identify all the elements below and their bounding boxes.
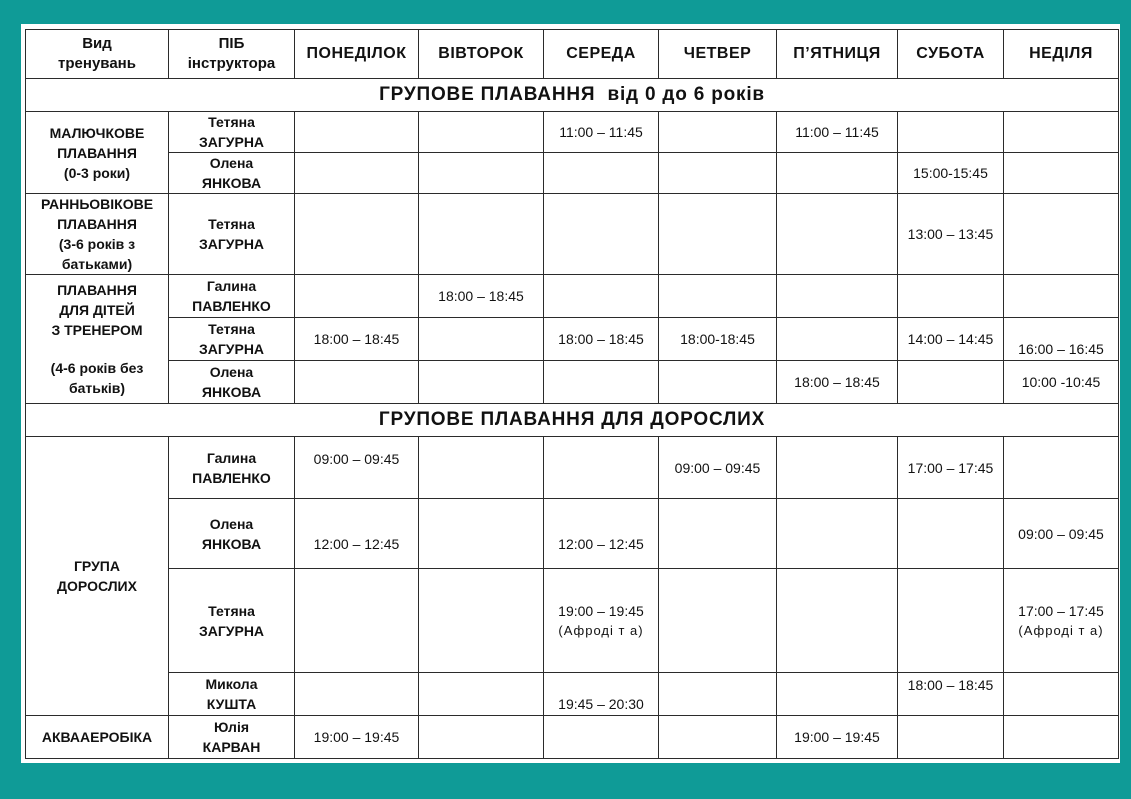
time-cell — [659, 361, 777, 404]
table-row — [26, 673, 1119, 716]
time-cell — [777, 499, 898, 569]
instructor-last-name: ЯНКОВА — [201, 175, 262, 191]
time-text: 19:45 – 20:30 — [558, 696, 644, 712]
time-cell — [659, 673, 777, 716]
header-row — [26, 30, 1119, 79]
instructor-kushta — [169, 673, 295, 716]
time-cell — [419, 361, 544, 404]
header-day-wed: СЕРЕДА — [544, 30, 659, 79]
time-cell — [419, 153, 544, 194]
header-type — [26, 30, 169, 79]
header-type-line: тренувань — [58, 55, 136, 72]
time-cell — [295, 499, 419, 569]
time-cell: 09:00 – 09:45 — [659, 437, 777, 499]
time-cell — [659, 194, 777, 275]
time-cell: 15:00-15:45 — [898, 153, 1004, 194]
type-line: (4-6 років без — [50, 360, 144, 376]
header-day-sun: НЕДІЛЯ — [1004, 30, 1119, 79]
time-cell: 18:00-18:45 — [659, 318, 777, 361]
table-row — [26, 275, 1119, 318]
instructor-first-name: Олена — [209, 515, 254, 532]
time-cell — [295, 112, 419, 153]
time-cell: 18:00 – 18:45 — [777, 361, 898, 404]
time-cell — [295, 153, 419, 194]
time-cell — [419, 716, 544, 759]
time-cell — [419, 569, 544, 673]
instructor-first-name: Олена — [209, 364, 254, 380]
class-note: (Афроді т а) — [1018, 622, 1104, 638]
instructor-yankova — [169, 499, 295, 569]
type-line: ДЛЯ ДІТЕЙ — [59, 302, 135, 318]
table-row — [26, 194, 1119, 275]
time-cell — [898, 499, 1004, 569]
type-line: ПЛАВАННЯ — [57, 282, 137, 298]
instructor-last-name: ЯНКОВА — [201, 535, 262, 552]
time-cell — [419, 437, 544, 499]
header-day-tue: ВІВТОРОК — [419, 30, 544, 79]
instructor-yankova — [169, 153, 295, 194]
time-cell — [419, 673, 544, 716]
time-cell — [1004, 112, 1119, 153]
instructor-first-name: Тетяна — [208, 602, 255, 619]
header-day-sat: СУБОТА — [898, 30, 1004, 79]
instructor-last-name: ЗАГУРНА — [198, 341, 265, 357]
time-cell: 11:00 – 11:45 — [544, 112, 659, 153]
table-row — [26, 437, 1119, 499]
time-text: 12:00 – 12:45 — [313, 535, 400, 552]
type-line: МАЛЮЧКОВЕ — [49, 124, 145, 141]
time-cell — [544, 499, 659, 569]
time-cell — [1004, 153, 1119, 194]
time-cell — [544, 194, 659, 275]
time-cell — [1004, 673, 1119, 716]
time-cell — [544, 275, 659, 318]
type-aqua-aerobics: АКВААЕРОБІКА — [26, 716, 169, 759]
instructor-first-name: Тетяна — [208, 321, 255, 337]
time-cell — [659, 499, 777, 569]
instructor-pavlenko — [169, 275, 295, 318]
time-cell — [777, 437, 898, 499]
table-row — [26, 569, 1119, 673]
instructor-last-name: ЗАГУРНА — [198, 134, 265, 150]
time-text: 19:00 – 19:45 — [558, 602, 644, 619]
time-cell: 09:00 – 09:45 — [1004, 499, 1119, 569]
time-cell — [777, 318, 898, 361]
instructor-last-name: КАРВАН — [202, 739, 261, 755]
instructor-zahurna — [169, 318, 295, 361]
time-cell: 09:00 – 09:45 — [295, 437, 419, 499]
time-cell — [659, 716, 777, 759]
type-adult-group — [26, 437, 169, 716]
time-cell: 19:00 – 19:45 — [295, 716, 419, 759]
type-line: ПЛАВАННЯ — [57, 216, 137, 232]
instructor-last-name: ПАВЛЕНКО — [192, 469, 271, 486]
instructor-last-name: КУШТА — [206, 696, 257, 712]
time-cell: 18:00 – 18:45 — [898, 673, 1004, 716]
instructor-first-name: Микола — [205, 676, 258, 692]
type-line: З ТРЕНЕРОМ — [51, 322, 143, 338]
time-cell — [544, 437, 659, 499]
type-coach-swimming — [26, 275, 169, 404]
time-cell — [777, 194, 898, 275]
time-cell: 18:00 – 18:45 — [419, 275, 544, 318]
time-cell: 10:00 -10:45 — [1004, 361, 1119, 404]
time-cell: 13:00 – 13:45 — [898, 194, 1004, 275]
instructor-last-name: ПАВЛЕНКО — [192, 298, 271, 314]
time-cell — [777, 569, 898, 673]
time-cell — [898, 112, 1004, 153]
time-cell — [659, 569, 777, 673]
time-cell: 19:00 – 19:45 — [777, 716, 898, 759]
time-cell — [544, 569, 659, 673]
header-instructor-line: ПІБ — [218, 35, 245, 52]
instructor-first-name: Тетяна — [208, 216, 255, 232]
header-instructor-line: інструктора — [187, 55, 276, 72]
time-cell — [419, 194, 544, 275]
time-cell — [1004, 569, 1119, 673]
time-cell — [295, 275, 419, 318]
type-line: ГРУПА — [74, 558, 120, 574]
time-cell: 18:00 – 18:45 — [544, 318, 659, 361]
time-cell — [419, 112, 544, 153]
spacer — [28, 340, 166, 358]
time-cell — [295, 361, 419, 404]
time-cell — [544, 153, 659, 194]
time-cell — [544, 673, 659, 716]
time-cell — [898, 361, 1004, 404]
type-line: (0-3 роки) — [63, 164, 131, 181]
instructor-first-name: Галина — [206, 278, 257, 294]
type-line: батьками) — [61, 256, 133, 272]
instructor-first-name: Тетяна — [208, 114, 255, 130]
time-cell — [419, 499, 544, 569]
table-row — [26, 361, 1119, 404]
time-cell: 17:00 – 17:45 — [898, 437, 1004, 499]
time-text: 16:00 – 16:45 — [1018, 341, 1104, 357]
header-instructor — [169, 30, 295, 79]
time-cell — [295, 569, 419, 673]
table-row — [26, 499, 1119, 569]
time-cell — [659, 153, 777, 194]
time-cell — [777, 673, 898, 716]
time-cell — [1004, 275, 1119, 318]
header-day-mon: ПОНЕДІЛОК — [295, 30, 419, 79]
time-cell — [1004, 716, 1119, 759]
time-text: 17:00 – 17:45 — [1018, 602, 1104, 619]
section-row — [26, 79, 1119, 112]
time-cell: 18:00 – 18:45 — [295, 318, 419, 361]
time-cell — [1004, 194, 1119, 275]
time-cell — [898, 716, 1004, 759]
time-cell — [777, 153, 898, 194]
time-cell — [659, 112, 777, 153]
class-note: (Афроді т а) — [558, 622, 644, 638]
instructor-first-name: Олена — [209, 155, 254, 171]
section-kids-title: ГРУПОВЕ ПЛАВАННЯ від 0 до 6 років — [26, 79, 1119, 112]
time-cell — [544, 361, 659, 404]
header-day-fri: П’ЯТНИЦЯ — [777, 30, 898, 79]
schedule-table — [25, 29, 1119, 759]
time-text: 12:00 – 12:45 — [558, 535, 644, 552]
time-cell: 14:00 – 14:45 — [898, 318, 1004, 361]
time-cell: 11:00 – 11:45 — [777, 112, 898, 153]
type-line: ПЛАВАННЯ — [57, 144, 137, 161]
table-row — [26, 716, 1119, 759]
time-cell — [1004, 318, 1119, 361]
instructor-zahurna — [169, 112, 295, 153]
header-day-thu: ЧЕТВЕР — [659, 30, 777, 79]
time-cell — [295, 194, 419, 275]
time-cell — [544, 716, 659, 759]
table-row — [26, 153, 1119, 194]
time-cell — [1004, 437, 1119, 499]
type-line: ДОРОСЛИХ — [57, 578, 137, 594]
time-cell — [659, 275, 777, 318]
instructor-first-name: Галина — [206, 449, 257, 466]
time-cell — [777, 275, 898, 318]
time-cell — [419, 318, 544, 361]
type-baby-swimming — [26, 112, 169, 194]
table-row — [26, 318, 1119, 361]
instructor-first-name: Юлія — [213, 719, 250, 735]
section-adults-title: ГРУПОВЕ ПЛАВАННЯ ДЛЯ ДОРОСЛИХ — [26, 404, 1119, 437]
instructor-last-name: ЗАГУРНА — [198, 236, 265, 252]
instructor-yankova — [169, 361, 295, 404]
header-type-line: Вид — [82, 35, 112, 52]
instructor-last-name: ЗАГУРНА — [198, 622, 265, 639]
instructor-pavlenko — [169, 437, 295, 499]
instructor-zahurna — [169, 194, 295, 275]
table-row — [26, 112, 1119, 153]
time-cell — [295, 673, 419, 716]
type-line: батьків) — [68, 380, 126, 396]
instructor-zahurna — [169, 569, 295, 673]
type-line: (3-6 років з — [58, 236, 136, 252]
time-cell — [898, 569, 1004, 673]
instructor-last-name: ЯНКОВА — [201, 384, 262, 400]
type-line: РАННЬОВІКОВЕ — [40, 196, 154, 212]
time-cell — [898, 275, 1004, 318]
section-row — [26, 404, 1119, 437]
type-early-swimming — [26, 194, 169, 275]
instructor-karvan — [169, 716, 295, 759]
